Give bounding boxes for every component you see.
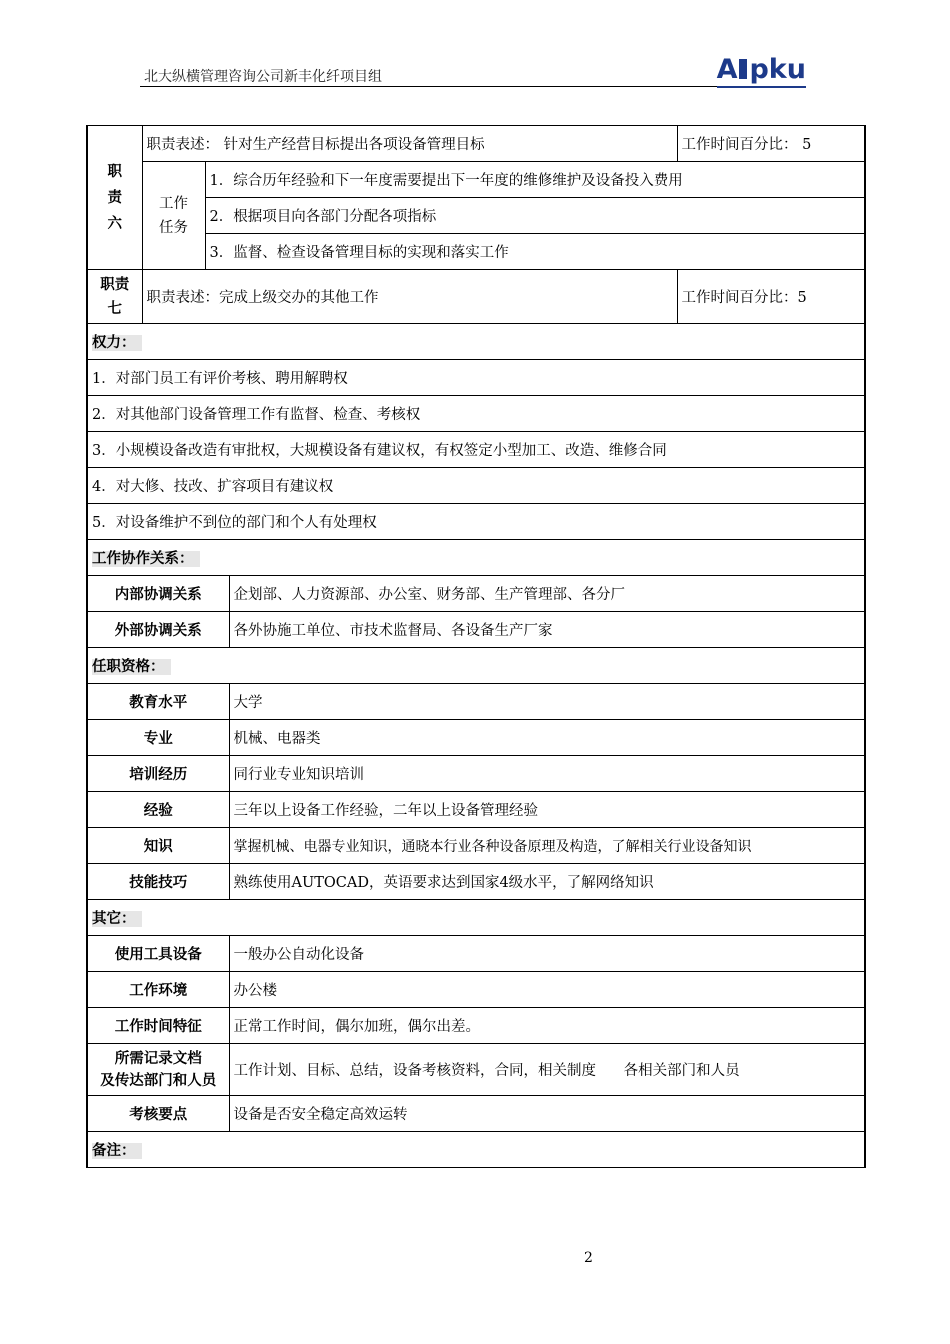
cooperation-title: 工作协作关系：	[92, 551, 200, 567]
power-item-1: 1．对部门员工有评价考核、聘用解聘权	[87, 360, 865, 396]
other-label-documents: 所需记录文档 及传达部门和人员	[87, 1044, 229, 1096]
qual-value-knowledge: 掌握机械、电器专业知识，通晓本行业各种设备原理及构造，了解相关行业设备知识	[229, 828, 865, 864]
page-number: 2	[584, 1250, 593, 1266]
power-item-3: 3．小规模设备改造有审批权，大规模设备有建议权，有权签定小型加工、改造、维修合同	[87, 432, 865, 468]
job-description-table	[86, 125, 866, 1168]
power-item-4: 4．对大修、技改、扩容项目有建议权	[87, 468, 865, 504]
qual-label-training: 培训经历	[87, 756, 229, 792]
qual-value-training: 同行业专业知识培训	[229, 756, 865, 792]
duty7-time: 工作时间百分比：5	[677, 270, 865, 324]
other-label-environment: 工作环境	[87, 972, 229, 1008]
other-section	[87, 900, 865, 936]
remark-section	[87, 1132, 865, 1168]
other-title: 其它：	[92, 911, 142, 927]
coop-label-internal: 内部协调关系	[87, 576, 229, 612]
power-item-2: 2．对其他部门设备管理工作有监督、检查、考核权	[87, 396, 865, 432]
coop-label-external: 外部协调关系	[87, 612, 229, 648]
other-value-assessment: 设备是否安全稳定高效运转	[229, 1096, 865, 1132]
qualification-section	[87, 648, 865, 684]
qual-label-knowledge: 知识	[87, 828, 229, 864]
power-item-5: 5．对设备维护不到位的部门和个人有处理权	[87, 504, 865, 540]
qualification-title: 任职资格：	[92, 659, 171, 675]
qual-value-education: 大学	[229, 684, 865, 720]
duty7-desc: 职责表述：完成上级交办的其他工作	[142, 270, 677, 324]
duty6-time: 工作时间百分比： 5	[677, 126, 865, 162]
qual-value-skills: 熟练使用AUTOCAD，英语要求达到国家4级水平，了解网络知识	[229, 864, 865, 900]
coop-value-external: 各外协施工单位、市技术监督局、各设备生产厂家	[229, 612, 865, 648]
page-header	[140, 56, 806, 87]
duty6-task-3: 3．监督、检查设备管理目标的实现和落实工作	[205, 234, 865, 270]
qual-label-skills: 技能技巧	[87, 864, 229, 900]
header-title: 北大纵横管理咨询公司新丰化纤项目组	[144, 69, 382, 85]
other-label-worktime: 工作时间特征	[87, 1008, 229, 1044]
duty6-task-label: 工作 任务	[142, 162, 205, 270]
duty6-task-1: 1．综合历年经验和下一年度需要提出下一年度的维修维护及设备投入费用	[205, 162, 865, 198]
duty6-desc: 职责表述： 针对生产经营目标提出各项设备管理目标	[142, 126, 677, 162]
other-value-worktime: 正常工作时间，偶尔加班，偶尔出差。	[229, 1008, 865, 1044]
alpku-logo: A pku	[717, 54, 806, 85]
remark-title: 备注：	[92, 1143, 142, 1159]
logo-bar-icon	[739, 59, 747, 79]
power-section	[87, 324, 865, 360]
other-value-tools: 一般办公自动化设备	[229, 936, 865, 972]
qual-label-experience: 经验	[87, 792, 229, 828]
other-label-assessment: 考核要点	[87, 1096, 229, 1132]
cooperation-section	[87, 540, 865, 576]
coop-value-internal: 企划部、人力资源部、办公室、财务部、生产管理部、各分厂	[229, 576, 865, 612]
qual-label-education: 教育水平	[87, 684, 229, 720]
qual-label-major: 专业	[87, 720, 229, 756]
duty6-task-2: 2．根据项目向各部门分配各项指标	[205, 198, 865, 234]
power-title: 权力：	[92, 335, 142, 351]
duty6-label: 职 责 六	[87, 126, 142, 270]
other-value-documents: 工作计划、目标、总结，设备考核资料，合同，相关制度 各相关部门和人员	[229, 1044, 865, 1096]
duty7-label: 职责 七	[87, 270, 142, 324]
other-label-tools: 使用工具设备	[87, 936, 229, 972]
qual-value-major: 机械、电器类	[229, 720, 865, 756]
other-value-environment: 办公楼	[229, 972, 865, 1008]
qual-value-experience: 三年以上设备工作经验，二年以上设备管理经验	[229, 792, 865, 828]
